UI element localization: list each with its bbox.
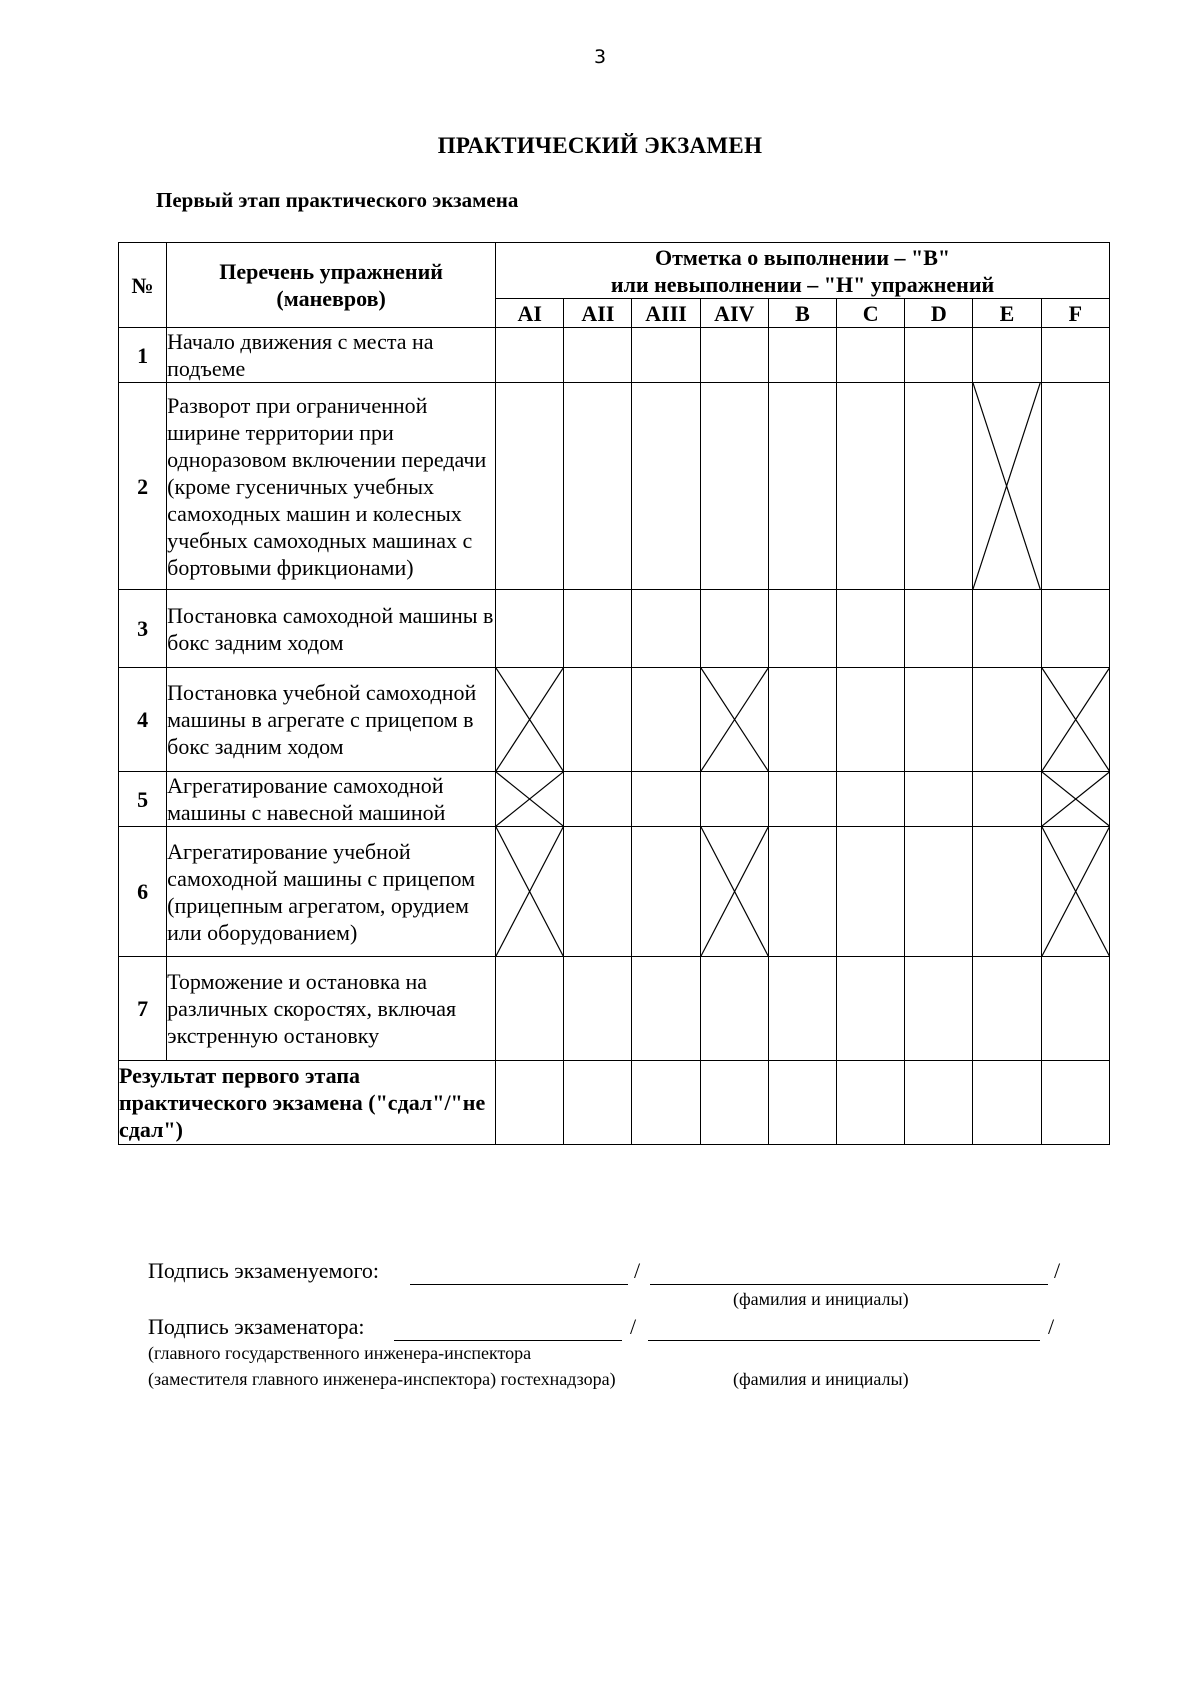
row-number: 5 <box>119 772 167 827</box>
mark-cell-c[interactable] <box>837 590 905 668</box>
category-header-e: E <box>973 299 1041 328</box>
mark-cell-aiv[interactable] <box>700 957 768 1061</box>
row-number: 2 <box>119 383 167 590</box>
mark-cell-b[interactable] <box>768 772 836 827</box>
document-title: ПРАКТИЧЕСКИЙ ЭКЗАМЕН <box>437 133 763 158</box>
table-row <box>119 957 1110 1061</box>
examiner-name-caption: (фамилия и инициалы) <box>733 1369 909 1389</box>
examiner-caption-line1: (главного государственного инженера-инспектора <box>148 1343 532 1363</box>
not-applicable-cell-e <box>973 383 1041 590</box>
mark-cell-aiii[interactable] <box>632 957 700 1061</box>
exercise-name: Торможение и остановка на различных скоростях, включая экстренную остановку <box>167 957 496 1061</box>
result-row <box>119 1061 1110 1145</box>
mark-cell-aii[interactable] <box>564 668 632 772</box>
mark-cell-aiii[interactable] <box>632 827 700 957</box>
mark-cell-aii[interactable] <box>564 827 632 957</box>
result-cell-aii[interactable] <box>564 1061 632 1145</box>
mark-cell-d[interactable] <box>905 383 973 590</box>
examiner-signature-line[interactable] <box>394 1340 622 1341</box>
table-row <box>119 668 1110 772</box>
not-applicable-cell-f <box>1041 772 1109 827</box>
not-applicable-cell-aiv <box>700 827 768 957</box>
mark-cell-ai[interactable] <box>496 590 564 668</box>
mark-cell-c[interactable] <box>837 957 905 1061</box>
header-marks-line2: или невыполнении – "Н" упражнений <box>610 271 995 297</box>
row-number: 7 <box>119 957 167 1061</box>
row-number: 1 <box>119 328 167 383</box>
not-applicable-cell-f <box>1041 668 1109 772</box>
exercise-name: Начало движения с места на подъеме <box>167 328 496 383</box>
result-cell-f[interactable] <box>1041 1061 1109 1145</box>
mark-cell-b[interactable] <box>768 590 836 668</box>
mark-cell-aiv[interactable] <box>700 590 768 668</box>
table-row <box>119 590 1110 668</box>
exercise-name: Постановка учебной самоходной машины в агрегате с прицепом в бокс задним ходом <box>167 668 496 772</box>
exercise-name: Агрегатирование учебной самоходной машины с прицепом (прицепным агрегатом, орудием или оборудованием) <box>167 827 496 957</box>
row-number: 6 <box>119 827 167 957</box>
mark-cell-aiv[interactable] <box>700 383 768 590</box>
result-cell-d[interactable] <box>905 1061 973 1145</box>
mark-cell-d[interactable] <box>905 668 973 772</box>
cross-out-icon <box>701 827 768 956</box>
mark-cell-d[interactable] <box>905 772 973 827</box>
header-marks <box>496 243 1110 299</box>
cross-out-icon <box>496 772 563 826</box>
category-header-aii: AII <box>564 299 632 328</box>
header-marks-line1: Отметка о выполнении – "В" <box>654 244 951 270</box>
not-applicable-cell-aiv <box>700 668 768 772</box>
mark-cell-e[interactable] <box>973 590 1041 668</box>
examinee-slash: / <box>634 1258 641 1283</box>
mark-cell-aiii[interactable] <box>632 383 700 590</box>
result-cell-aiii[interactable] <box>632 1061 700 1145</box>
mark-cell-d[interactable] <box>905 957 973 1061</box>
header-number: № <box>119 243 167 328</box>
table-row <box>119 772 1110 827</box>
mark-cell-c[interactable] <box>837 328 905 383</box>
mark-cell-f[interactable] <box>1041 328 1109 383</box>
mark-cell-e[interactable] <box>973 957 1041 1061</box>
table-row <box>119 328 1110 383</box>
header-exercise-list-line1: Перечень упражнений <box>219 259 443 284</box>
mark-cell-aiii[interactable] <box>632 590 700 668</box>
category-header-b: B <box>768 299 836 328</box>
result-cell-e[interactable] <box>973 1061 1041 1145</box>
category-header-c: C <box>837 299 905 328</box>
mark-cell-c[interactable] <box>837 827 905 957</box>
cross-out-icon <box>973 383 1040 589</box>
mark-cell-ai[interactable] <box>496 383 564 590</box>
cross-out-icon <box>496 668 563 771</box>
mark-cell-d[interactable] <box>905 328 973 383</box>
mark-cell-aii[interactable] <box>564 772 632 827</box>
examinee-slash-end: / <box>1054 1258 1061 1283</box>
not-applicable-cell-ai <box>496 827 564 957</box>
mark-cell-aiii[interactable] <box>632 772 700 827</box>
examiner-name-line[interactable] <box>648 1340 1040 1341</box>
exercise-name: Агрегатирование самоходной машины с навесной машиной <box>167 772 496 827</box>
examinee-signature-label: Подпись экзаменуемого: <box>148 1258 380 1283</box>
cross-out-icon <box>1042 668 1109 771</box>
category-header-aiii: AIII <box>632 299 700 328</box>
mark-cell-d[interactable] <box>905 827 973 957</box>
mark-cell-aii[interactable] <box>564 590 632 668</box>
mark-cell-c[interactable] <box>837 383 905 590</box>
mark-cell-b[interactable] <box>768 827 836 957</box>
not-applicable-cell-ai <box>496 772 564 827</box>
header-exercise-list <box>167 243 496 328</box>
result-cell-ai[interactable] <box>496 1061 564 1145</box>
exam-table <box>118 242 1110 1145</box>
category-header-f: F <box>1041 299 1109 328</box>
mark-cell-aiv[interactable] <box>700 328 768 383</box>
cross-out-icon <box>496 827 563 956</box>
mark-cell-ai[interactable] <box>496 957 564 1061</box>
cross-out-icon <box>701 668 768 771</box>
header-exercise-list-line2: (маневров) <box>276 286 386 311</box>
examiner-slash-end: / <box>1048 1314 1055 1339</box>
mark-cell-e[interactable] <box>973 827 1041 957</box>
examinee-signature-line[interactable] <box>410 1284 628 1285</box>
mark-cell-e[interactable] <box>973 668 1041 772</box>
section-title: Первый этап практического экзамена <box>156 188 519 212</box>
mark-cell-aiv[interactable] <box>700 772 768 827</box>
mark-cell-c[interactable] <box>837 772 905 827</box>
mark-cell-aii[interactable] <box>564 328 632 383</box>
mark-cell-b[interactable] <box>768 328 836 383</box>
mark-cell-b[interactable] <box>768 957 836 1061</box>
mark-cell-aii[interactable] <box>564 957 632 1061</box>
mark-cell-c[interactable] <box>837 668 905 772</box>
row-number: 4 <box>119 668 167 772</box>
table-row <box>119 383 1110 590</box>
result-label: Результат первого этапа практического экзамена ("сдал"/"не сдал") <box>119 1061 496 1145</box>
exercise-name: Разворот при ограниченной ширине территории при одноразовом включении передачи (кроме гусеничных учебных самоходных машин и колесных учебных самоходных машинах с бортовыми фрикционами) <box>167 383 496 590</box>
examiner-signature-label: Подпись экзаменатора: <box>148 1314 365 1339</box>
page-number: 3 <box>593 46 607 68</box>
mark-cell-b[interactable] <box>768 383 836 590</box>
examiner-caption-line2: (заместителя главного инженера-инспектора) гостехнадзора) <box>148 1369 616 1389</box>
mark-cell-e[interactable] <box>973 772 1041 827</box>
cross-out-icon <box>1042 772 1109 826</box>
table-row <box>119 827 1110 957</box>
mark-cell-ai[interactable] <box>496 328 564 383</box>
not-applicable-cell-f <box>1041 827 1109 957</box>
cross-out-icon <box>1042 827 1109 956</box>
category-header-aiv: AIV <box>700 299 768 328</box>
mark-cell-f[interactable] <box>1041 590 1109 668</box>
result-cell-b[interactable] <box>768 1061 836 1145</box>
not-applicable-cell-ai <box>496 668 564 772</box>
result-cell-c[interactable] <box>837 1061 905 1145</box>
mark-cell-aii[interactable] <box>564 383 632 590</box>
mark-cell-b[interactable] <box>768 668 836 772</box>
mark-cell-aiii[interactable] <box>632 328 700 383</box>
category-header-d: D <box>905 299 973 328</box>
mark-cell-aiii[interactable] <box>632 668 700 772</box>
mark-cell-f[interactable] <box>1041 957 1109 1061</box>
examiner-slash: / <box>630 1314 637 1339</box>
mark-cell-e[interactable] <box>973 328 1041 383</box>
row-number: 3 <box>119 590 167 668</box>
examinee-name-line[interactable] <box>650 1284 1048 1285</box>
exercise-name: Постановка самоходной машины в бокс задним ходом <box>167 590 496 668</box>
category-header-ai: AI <box>496 299 564 328</box>
examinee-name-caption: (фамилия и инициалы) <box>733 1289 909 1309</box>
mark-cell-f[interactable] <box>1041 383 1109 590</box>
result-cell-aiv[interactable] <box>700 1061 768 1145</box>
mark-cell-d[interactable] <box>905 590 973 668</box>
